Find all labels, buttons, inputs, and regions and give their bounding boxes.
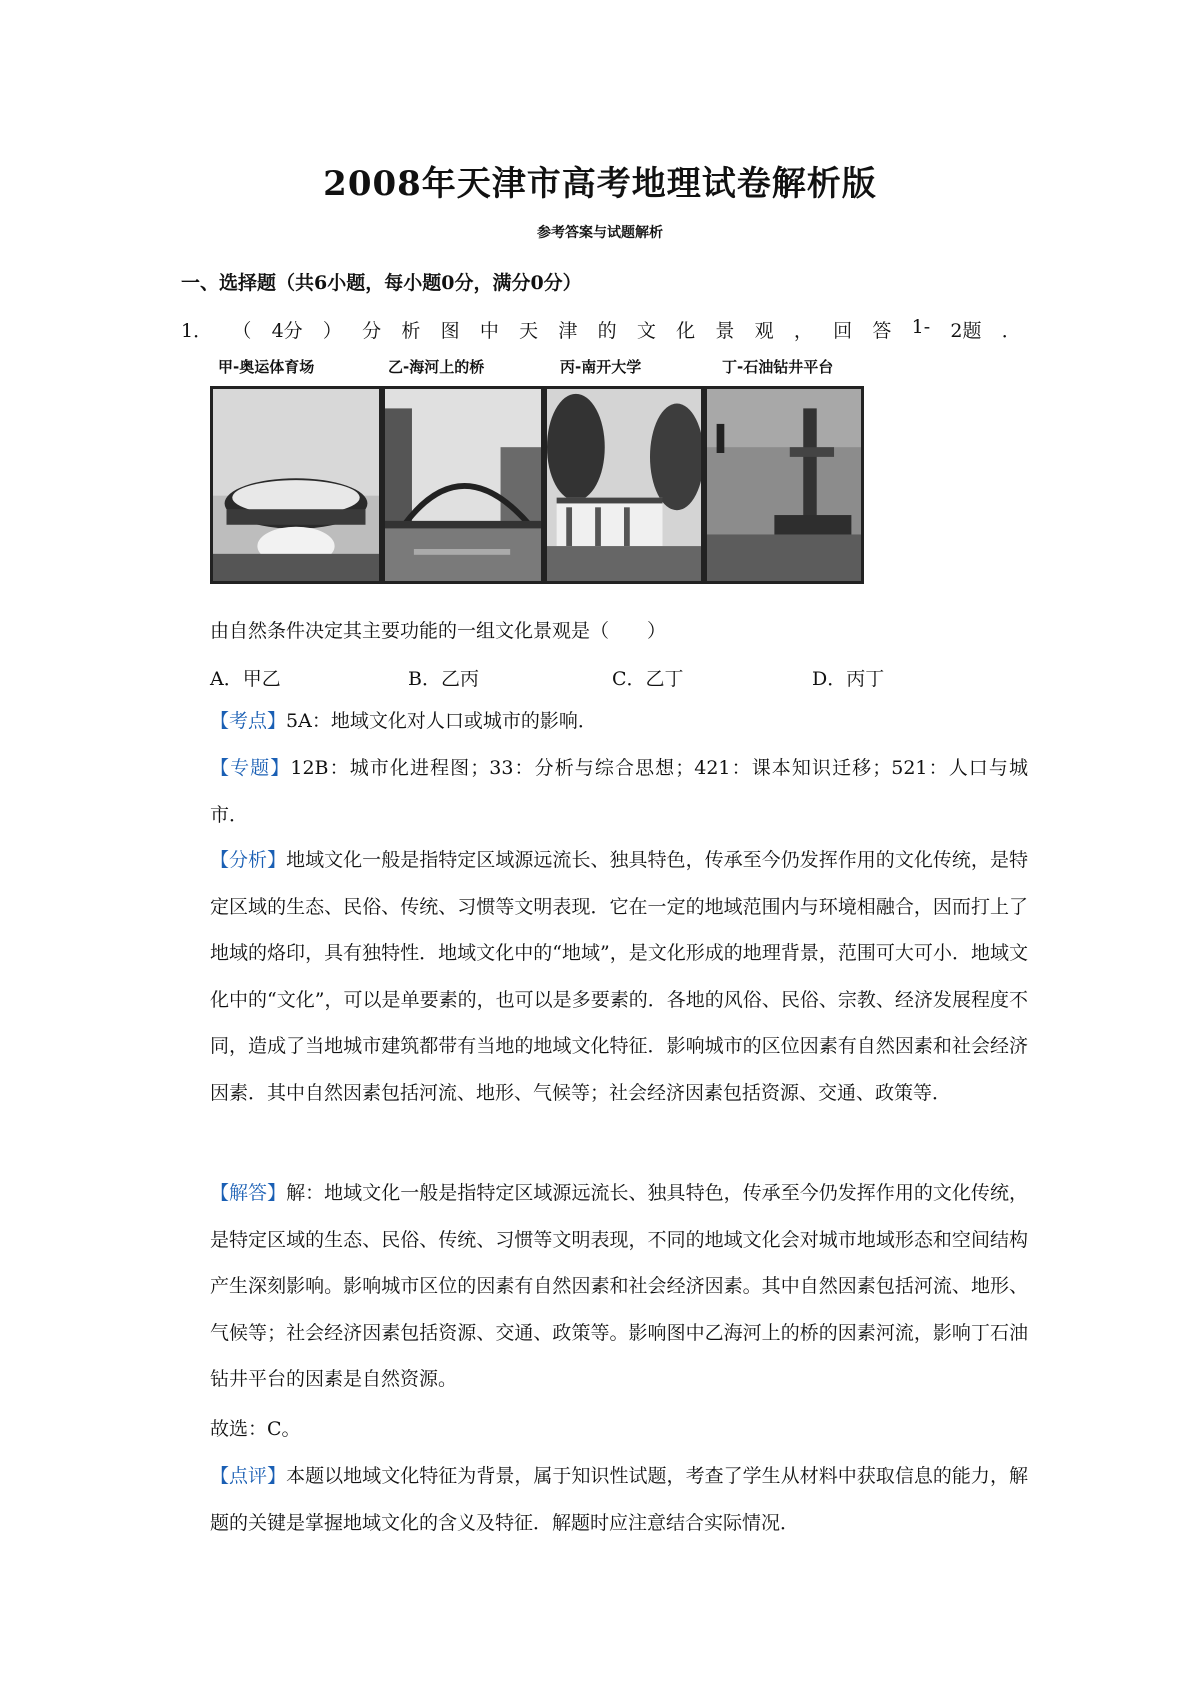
intro-token: 景 — [715, 320, 735, 342]
bridge-photo — [382, 386, 544, 584]
figure-label-ding: 丁-石油钻井平台 — [722, 358, 834, 376]
kaodian-paragraph — [210, 698, 1028, 745]
intro-token: 答 — [872, 320, 892, 342]
zhuanti-tag: 【专题】 — [210, 757, 291, 779]
figure-label-yi: 乙-海河上的桥 — [388, 358, 485, 376]
jieda-tag: 【解答】 — [210, 1182, 287, 1204]
fenxi-text: 地域文化一般是指特定区域源远流长、独具特色，传承至今仍发挥作用的文化传统，是特定区域的生态、民俗、传统、习惯等文明表现．它在一定的地域范围内与环境相融合，因而打上了地域的烙印，具有独特性．地域文化中的“地域”，是文化形成的地理背景，范围可大可小．地域文化中的“文化”，可以是单要素的，也可以是多要素的．各地的风俗、民俗、宗教、经济发展程度不同，造成了当地城市建筑都带有当地的地域文化特征．影响城市的区位因素有自然因素和社会经济因素．其中自然因素包括河流、地形、气候等；社会经济因素包括资源、交通、政策等． — [210, 849, 1028, 1104]
intro-token: （ — [232, 320, 252, 342]
intro-token: 分 — [362, 320, 382, 342]
university-photo — [544, 386, 704, 584]
intro-token: 4分 — [271, 320, 303, 342]
fenxi-paragraph — [210, 837, 1028, 1116]
intro-token: 图 — [440, 320, 460, 342]
intro-token: 回 — [833, 320, 853, 342]
intro-token: 中 — [479, 320, 499, 342]
intro-token: ． — [1001, 320, 1021, 342]
dianping-text: 本题以地域文化特征为背景，属于知识性试题，考查了学生从材料中获取信息的能力，解题的关键是掌握地域文化的含义及特征．解题时应注意结合实际情况． — [210, 1465, 1028, 1534]
zhuanti-paragraph — [210, 745, 1028, 838]
jieda-paragraph — [210, 1170, 1028, 1403]
intro-token: 析 — [401, 320, 421, 342]
intro-token: 2题 — [950, 320, 982, 342]
intro-token: 化 — [676, 320, 696, 342]
intro-token: 天 — [519, 320, 539, 342]
answer-line: 故选：C。 — [210, 1418, 301, 1440]
option-d[interactable]: D．丙丁 — [812, 668, 885, 690]
intro-token: 观 — [754, 320, 774, 342]
dianping-paragraph — [210, 1453, 1028, 1546]
intro-token: 津 — [558, 320, 578, 342]
page-subtitle: 参考答案与试题解析 — [537, 225, 663, 241]
question-stem: 由自然条件决定其主要功能的一组文化景观是（ ） — [210, 620, 667, 642]
section-heading: 一、选择题（共6小题，每小题0分，满分0分） — [181, 272, 582, 294]
kaodian-tag: 【考点】 — [210, 710, 287, 732]
dianping-tag: 【点评】 — [210, 1465, 287, 1487]
option-b[interactable]: B．乙丙 — [408, 668, 479, 690]
option-a[interactable]: A．甲乙 — [210, 668, 281, 690]
stadium-photo — [210, 386, 382, 584]
zhuanti-text: 12B：城市化进程图；33：分析与综合思想；421：课本知识迁移；521：人口与城市． — [210, 757, 1028, 826]
intro-token: ， — [793, 320, 813, 342]
figure-label-jia: 甲-奥运体育场 — [218, 358, 315, 376]
intro-token: 1- — [911, 316, 931, 338]
landscape-figure — [210, 356, 930, 596]
kaodian-text: 5A：地域文化对人口或城市的影响． — [286, 710, 597, 732]
option-c[interactable]: C．乙丁 — [612, 668, 684, 690]
intro-token: 文 — [636, 320, 656, 342]
options-row — [210, 664, 950, 694]
oil-platform-photo — [704, 386, 864, 584]
page-title: 2008年天津市高考地理试卷解析版 — [323, 164, 877, 204]
question-number: 1． — [181, 320, 213, 342]
jieda-text: 解：地域文化一般是指特定区域源远流长、独具特色，传承至今仍发挥作用的文化传统，是特定区域的生态、民俗、传统、习惯等文明表现，不同的地域文化会对城市地域形态和空间结构产生深刻影响。影响城市区位的因素有自然因素和社会经济因素。其中自然因素包括河流、地形、气候等；社会经济因素包括资源、交通、政策等。影响图中乙海河上的桥的因素河流，影响丁石油钻井平台的因素是自然资源。 — [210, 1182, 1028, 1390]
intro-token: 的 — [597, 320, 617, 342]
intro-token: ） — [322, 320, 342, 342]
question-intro — [181, 316, 1021, 343]
figure-label-bing: 丙-南开大学 — [560, 358, 642, 376]
fenxi-tag: 【分析】 — [210, 849, 287, 871]
